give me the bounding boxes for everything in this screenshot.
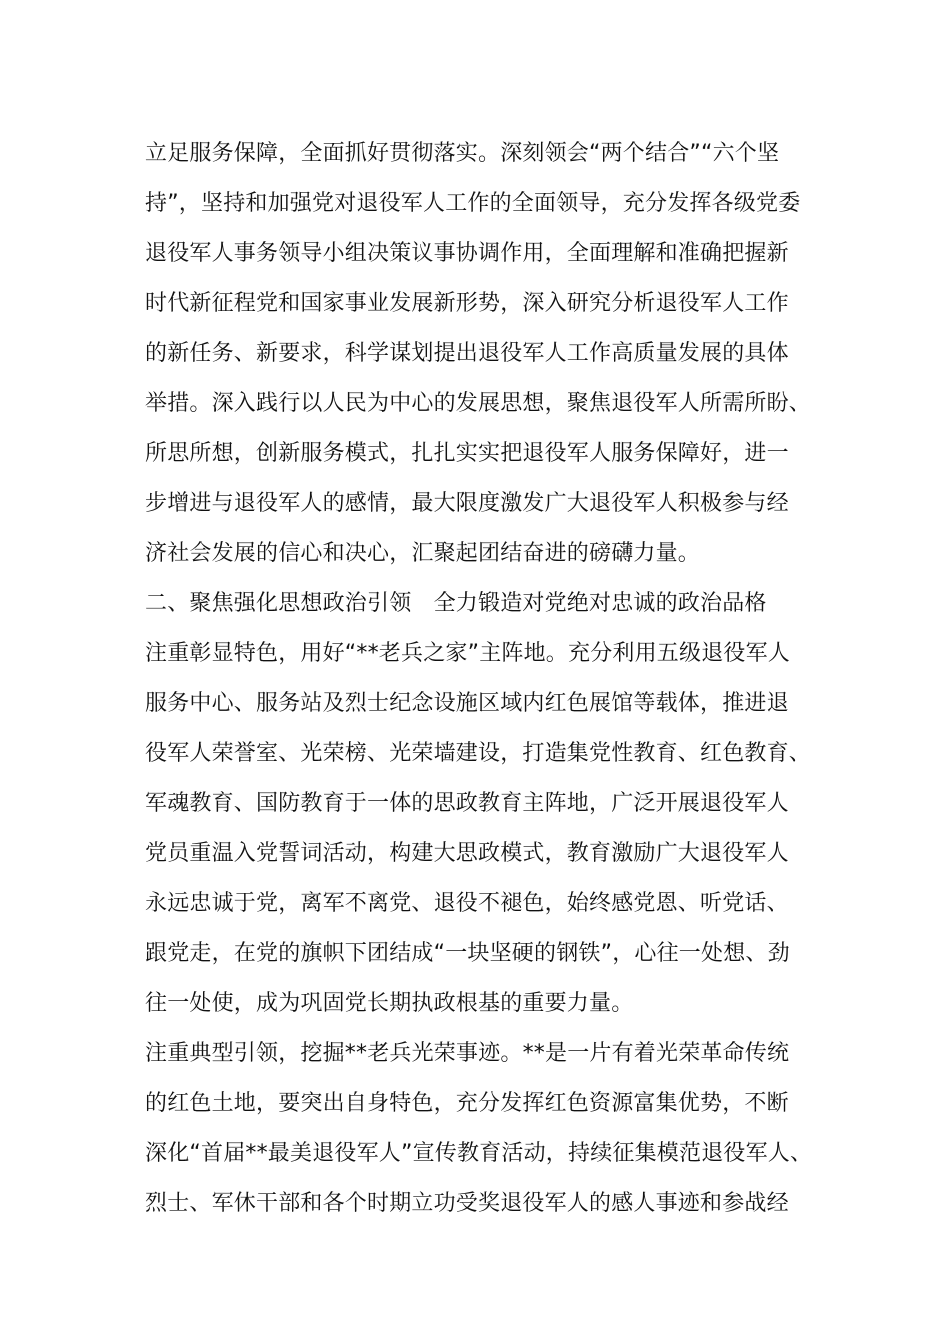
section-heading: 二、聚焦强化思想政治引领 全力锻造对党绝对忠诚的政治品格 — [145, 591, 767, 616]
text-line: 时代新征程党和国家事业发展新形势，深入研究分析退役军人工作 — [145, 291, 789, 316]
text-line: 济社会发展的信心和决心，汇聚起团结奋进的磅礴力量。 — [145, 541, 701, 566]
text-line: 所思所想，创新服务模式，扎扎实实把退役军人服务保障好，进一 — [145, 441, 789, 466]
text-line: 退役军人事务领导小组决策议事协调作用，全面理解和准确把握新 — [145, 241, 789, 266]
text-line: 往一处使，成为巩固党长期执政根基的重要力量。 — [145, 991, 634, 1016]
text-line: 深化“首届**最美退役军人”宣传教育活动，持续征集模范退役军人、 — [145, 1141, 813, 1166]
text-line: 注重彰显特色，用好“**老兵之家”主阵地。充分利用五级退役军人 — [145, 641, 790, 666]
text-line: 的新任务、新要求，科学谋划提出退役军人工作高质量发展的具体 — [145, 341, 789, 366]
text-line: 步增进与退役军人的感情，最大限度激发广大退役军人积极参与经 — [145, 491, 789, 516]
text-line: 举措。深入践行以人民为中心的发展思想，聚焦退役军人所需所盼、 — [145, 391, 812, 416]
text-line: 烈士、军休干部和各个时期立功受奖退役军人的感人事迹和参战经 — [145, 1191, 789, 1216]
text-line: 永远忠诚于党，离军不离党、退役不褪色，始终感党恩、听党话、 — [145, 891, 789, 916]
text-line: 注重典型引领，挖掘**老兵光荣事迹。**是一片有着光荣革命传统 — [145, 1041, 790, 1066]
text-line: 的红色土地，要突出自身特色，充分发挥红色资源富集优势，不断 — [145, 1091, 789, 1116]
text-line: 党员重温入党誓词活动，构建大思政模式，教育激励广大退役军人 — [145, 841, 789, 866]
text-line: 跟党走，在党的旗帜下团结成“一块坚硬的钢铁”，心往一处想、劲 — [145, 941, 790, 966]
text-line: 立足服务保障，全面抓好贯彻落实。深刻领会“两个结合”“六个坚 — [145, 141, 780, 166]
text-line: 持”，坚持和加强党对退役军人工作的全面领导，充分发挥各级党委 — [145, 191, 801, 216]
text-line: 服务中心、服务站及烈士纪念设施区域内红色展馆等载体，推进退 — [145, 691, 789, 716]
text-line: 军魂教育、国防教育于一体的思政教育主阵地，广泛开展退役军人 — [145, 791, 789, 816]
text-line: 役军人荣誉室、光荣榜、光荣墙建设，打造集党性教育、红色教育、 — [145, 741, 812, 766]
